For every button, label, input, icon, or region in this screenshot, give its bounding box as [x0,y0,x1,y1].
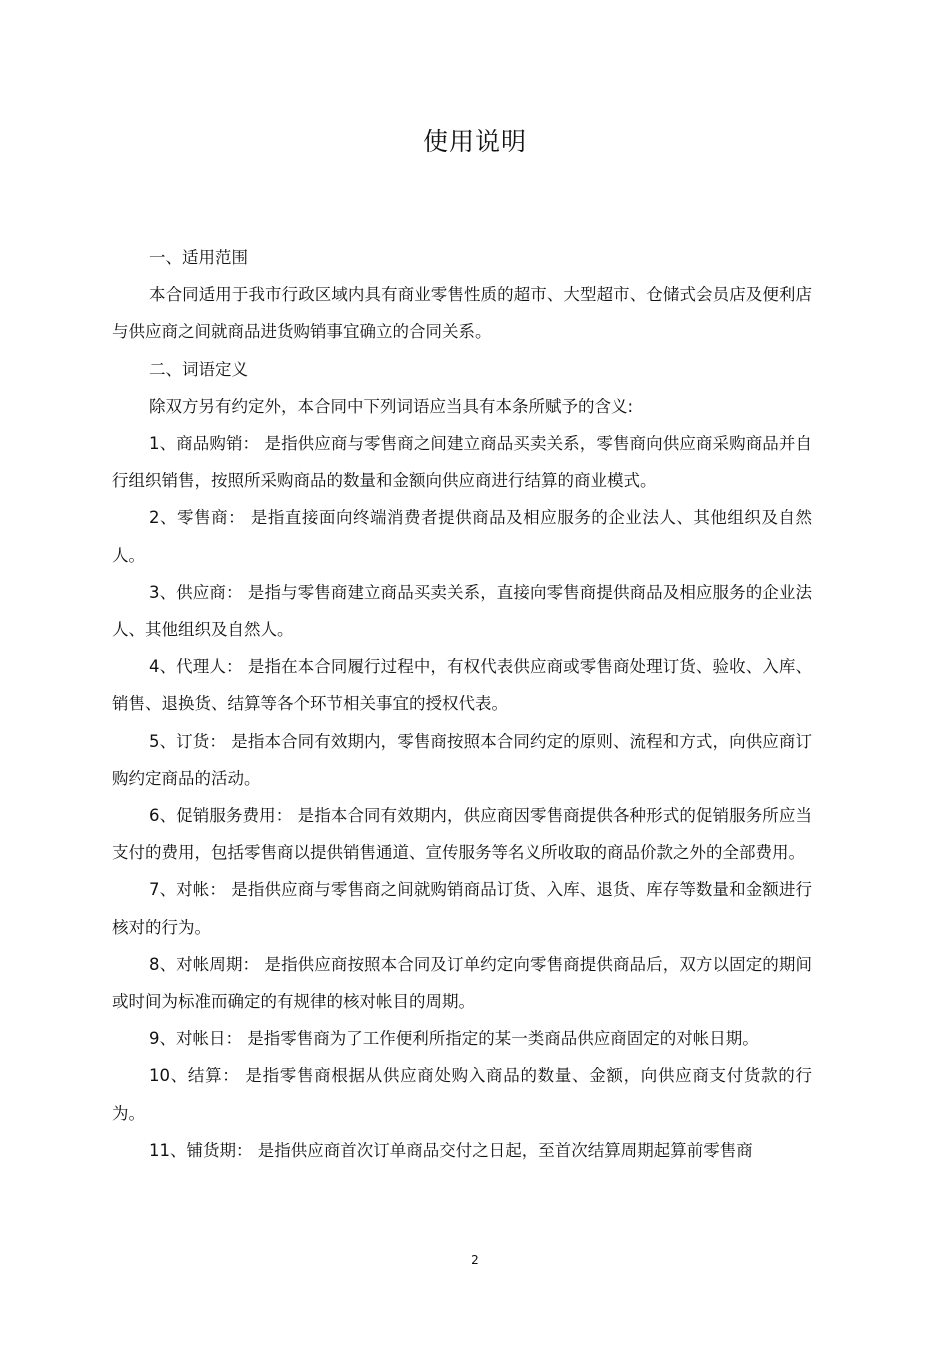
document-title: 使用说明 [422,127,527,156]
definition-item-3: 3、供应商： 是指与零售商建立商品买卖关系，直接向零售商提供商品及相应服务的企业法人、其他组织及自然人。 [112,582,812,640]
definition-item-10: 10、结算： 是指零售商根据从供应商处购入商品的数量、金额，向供应商支付货款的行为。 [112,1066,812,1123]
section-heading-definitions: 二、词语定义 [149,359,248,379]
document-body [112,239,812,1169]
definition-item-4: 4、代理人： 是指在本合同履行过程中，有权代表供应商或零售商处理订货、验收、入库、销售、退换货、结算等各个环节相关事宜的授权代表。 [112,657,812,714]
definition-item-7: 7、对帐： 是指供应商与零售商之间就购销商品订货、入库、退货、库存等数量和金额进行核对的行为。 [112,880,812,937]
page-number: 2 [471,1253,479,1267]
paragraph-definitions-intro: 除双方另有约定外，本合同中下列词语应当具有本条所赋予的含义: [149,396,634,416]
definition-item-6: 6、促销服务费用： 是指本合同有效期内，供应商因零售商提供各种形式的促销服务所应当支付的费用，包括零售商以提供销售通道、宣传服务等名义所收取的商品价款之外的全部费用。 [112,806,812,863]
paragraph-scope: 本合同适用于我市行政区域内具有商业零售性质的超市、大型超市、仓储式会员店及便利店与供应商之间就商品进货购销事宜确立的合同关系。 [112,285,812,342]
definition-item-9: 9、对帐日： 是指零售商为了工作便利所指定的某一类商品供应商固定的对帐日期。 [149,1029,759,1049]
definition-item-2: 2、零售商： 是指直接面向终端消费者提供商品及相应服务的企业法人、其他组织及自然人。 [112,508,812,565]
definition-item-5: 5、订货： 是指本合同有效期内，零售商按照本合同约定的原则、流程和方式，向供应商订购约定商品的活动。 [112,731,812,788]
definition-item-8: 8、对帐周期： 是指供应商按照本合同及订单约定向零售商提供商品后，双方以固定的期间或时间为标准而确定的有规律的核对帐目的周期。 [112,954,812,1012]
section-heading-scope: 一、适用范围 [149,248,248,267]
definition-item-11: 11、铺货期： 是指供应商首次订单商品交付之日起，至首次结算周期起算前零售商 [149,1140,753,1160]
definition-item-1: 1、商品购销： 是指供应商与零售商之间建立商品买卖关系，零售商向供应商采购商品并自行组织销售，按照所采购商品的数量和金额向供应商进行结算的商业模式。 [112,434,812,491]
